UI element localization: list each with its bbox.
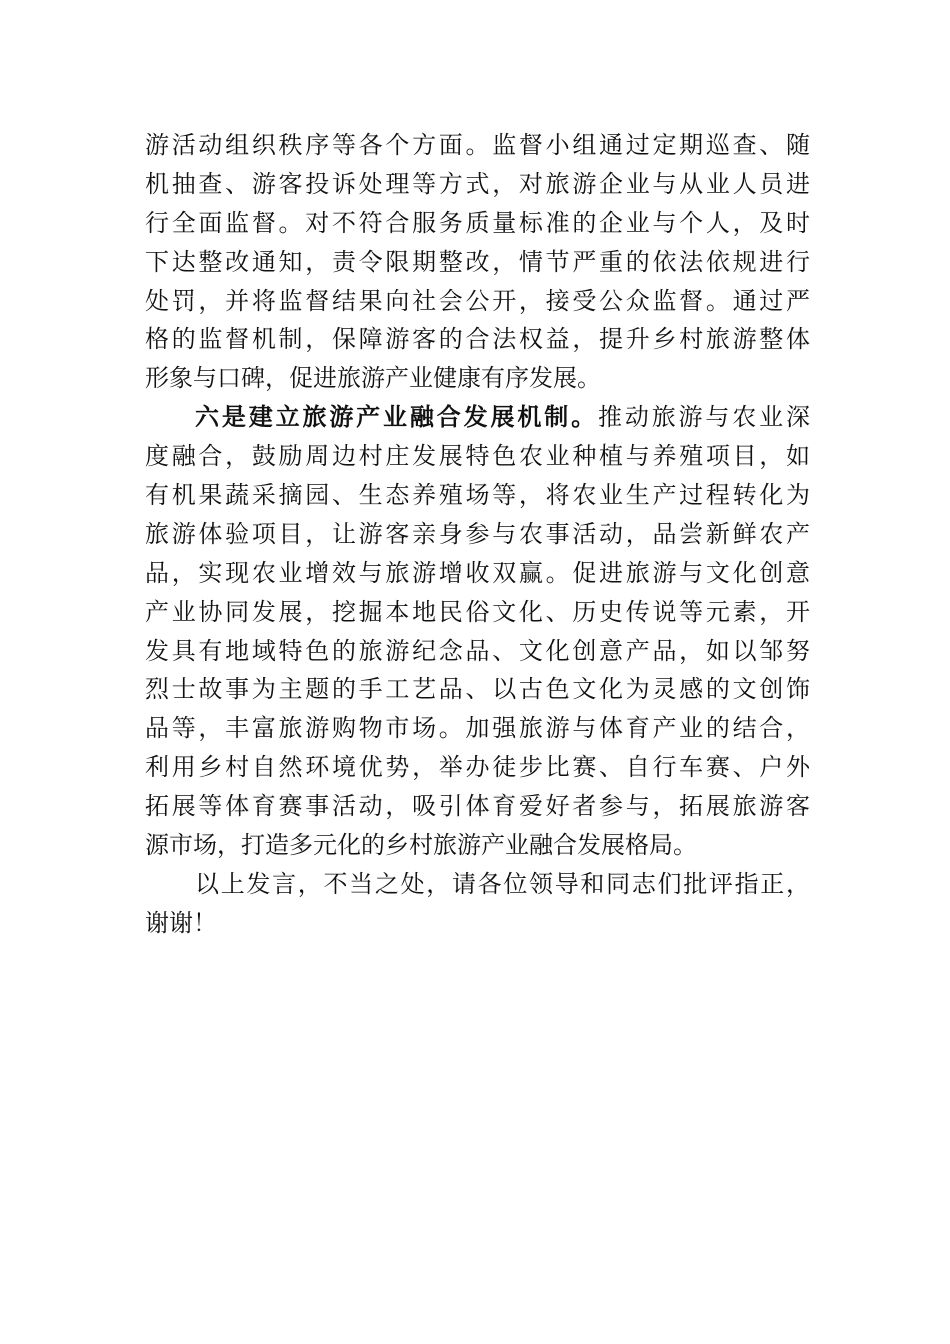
text-line: 游活动组织秩序等各个方面。监督小组通过定期巡查、随 xyxy=(145,131,810,159)
paragraph-six-first-line xyxy=(145,398,810,437)
text-line: 烈士故事为主题的手工艺品、以古色文化为灵感的文创饰 xyxy=(145,675,810,704)
text-line: 下达整改通知，责令限期整改，情节严重的依法依规进行 xyxy=(145,247,810,276)
text-line: 格的监督机制，保障游客的合法权益，提升乡村旅游整体 xyxy=(145,325,810,354)
text-line: 品，实现农业增效与旅游增收双赢。促进旅游与文化创意 xyxy=(145,558,810,587)
section-heading: 六是建立旅游产业融合发展机制。 xyxy=(195,402,598,432)
document-body xyxy=(145,126,810,943)
text-line: 产业协同发展，挖掘本地民俗文化、历史传说等元素，开 xyxy=(145,597,810,626)
text-line: 拓展等体育赛事活动，吸引体育爱好者参与，拓展旅游客 xyxy=(145,792,810,821)
text-line: 发具有地域特色的旅游纪念品、文化创意产品，如以邹努 xyxy=(145,636,810,665)
text-line: 利用乡村自然环境优势，举办徒步比赛、自行车赛、户外 xyxy=(145,753,810,782)
text-line: 度融合，鼓励周边村庄发展特色农业种植与养殖项目，如 xyxy=(145,442,810,471)
text-line: 处罚，并将监督结果向社会公开，接受公众监督。通过严 xyxy=(145,286,810,315)
text-line: 源市场，打造多元化的乡村旅游产业融合发展格局。 xyxy=(145,831,697,860)
text-run: 推动旅游与农业深 xyxy=(597,403,811,432)
closing-line: 以上发言，不当之处，请各位领导和同志们批评指正， xyxy=(195,869,810,898)
text-line: 形象与口碑，促进旅游产业健康有序发展。 xyxy=(145,364,601,393)
text-line: 旅游体验项目，让游客亲身参与农事活动，品尝新鲜农产 xyxy=(145,519,810,548)
text-line: 行全面监督。对不符合服务质量标准的企业与个人，及时 xyxy=(145,208,810,237)
text-line: 有机果蔬采摘园、生态养殖场等，将农业生产过程转化为 xyxy=(145,481,810,510)
text-line: 机抽查、游客投诉处理等方式，对旅游企业与从业人员进 xyxy=(145,169,810,198)
closing-thanks: 谢谢！ xyxy=(145,908,217,937)
text-line: 品等，丰富旅游购物市场。加强旅游与体育产业的结合， xyxy=(145,714,810,743)
